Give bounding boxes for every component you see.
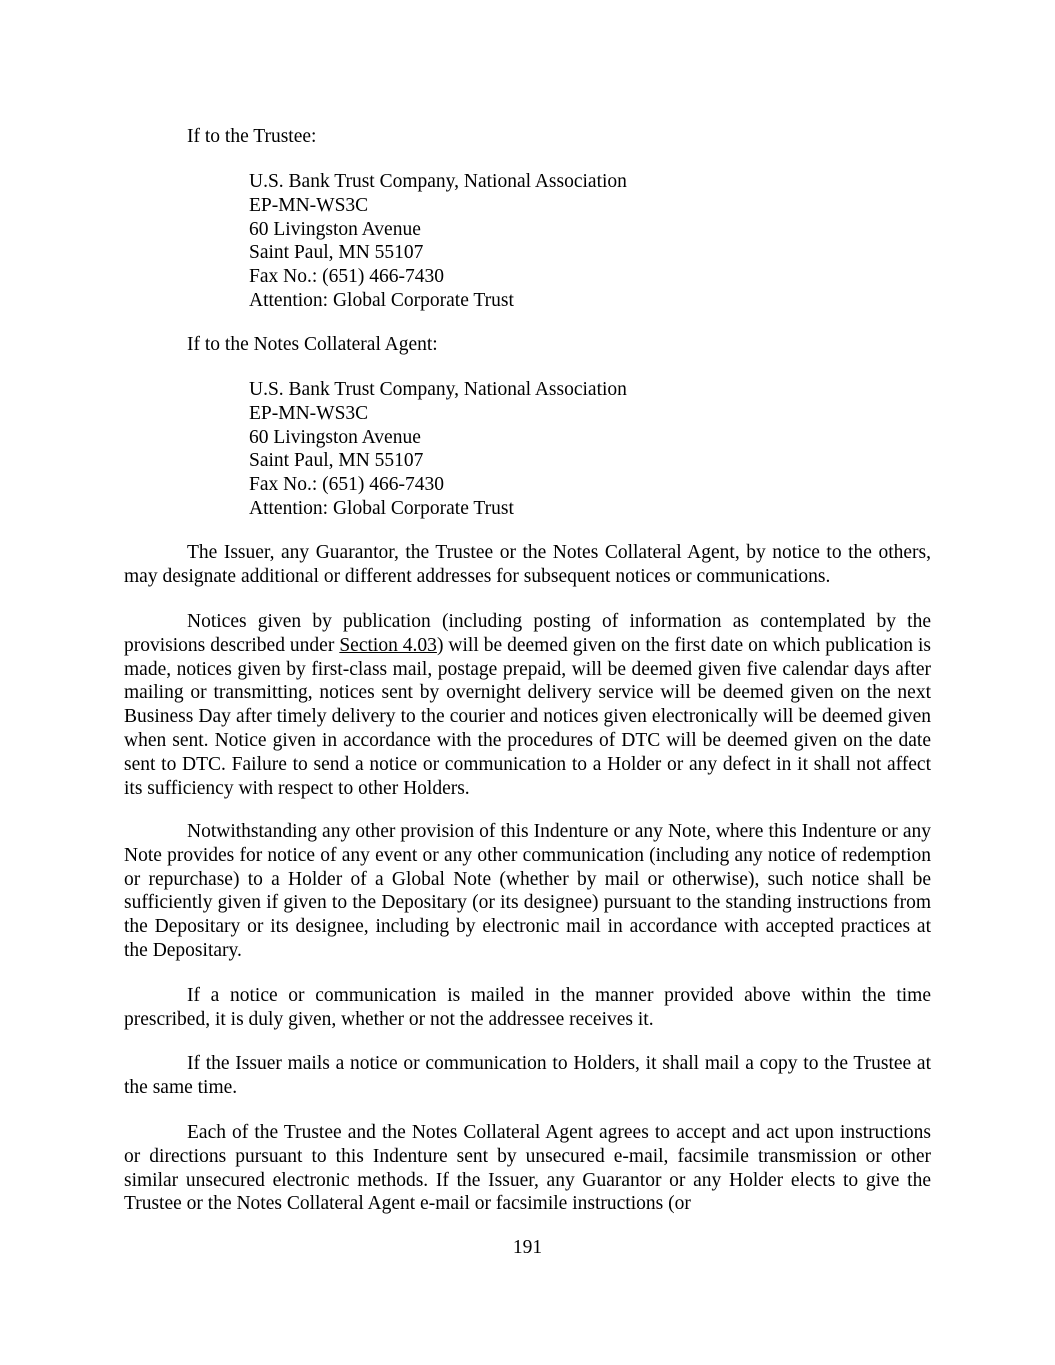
collateral-agent-heading: If to the Notes Collateral Agent:	[187, 334, 438, 355]
collateral-agent-address-line: Attention: Global Corporate Trust	[249, 497, 514, 519]
copy-to-trustee-paragraph: If the Issuer mails a notice or communication to Holders, it shall mail a copy to the Trustee at the same time.	[124, 1053, 931, 1098]
collateral-agent-address-line: U.S. Bank Trust Company, National Association	[249, 379, 627, 400]
mailed-notice-paragraph: If a notice or communication is mailed in the manner provided above within the time prescribed, it is duly given, whether or not the addressee receives it.	[124, 985, 931, 1030]
collateral-agent-address-line: Saint Paul, MN 55107	[249, 450, 424, 472]
trustee-address-block	[249, 170, 627, 313]
collateral-agent-address-line: EP-MN-WS3C	[249, 402, 369, 424]
global-note-notice-paragraph: Notwithstanding any other provision of this Indenture or any Note, where this Indenture or any Note provides for notice of any event or any other communication (including any notice of redemption or repurchase) to a Holder of a Global Note (whether by mail or otherwise), such notice shall be sufficiently given if given to the Depositary (or its designee) pursuant to the standing instructions from the Depositary or its designee, including by electronic mail in accordance with accepted practices at the Depositary.	[124, 821, 931, 961]
notices-timing-paragraph	[124, 610, 931, 800]
notices-timing-text-end: ) will be deemed given on the first date on which publication is made, notices given by first-class mail, postage prepaid, will be deemed given five calendar days after mailing or transmitting, notices sent by overnight delivery service will be deemed given on the next Business Day after timely delivery to the courier and notices given electronically will be deemed given when sent. Notice given in accordance with the procedures of DTC will be deemed given on the date sent to DTC. Failure to send a notice or communication to a Holder or any defect in it shall not affect its sufficiency with respect to other Holders.	[124, 634, 932, 799]
section-4-03-reference: Section 4.03	[339, 634, 437, 656]
trustee-address-line: Attention: Global Corporate Trust	[249, 289, 514, 311]
trustee-heading: If to the Trustee:	[187, 126, 317, 147]
trustee-address-line: EP-MN-WS3C	[249, 194, 369, 216]
trustee-address-line: U.S. Bank Trust Company, National Association	[249, 171, 627, 192]
collateral-agent-address-block	[249, 378, 627, 521]
address-change-paragraph: The Issuer, any Guarantor, the Trustee or the Notes Collateral Agent, by notice to the others, may designate additional or different addresses for subsequent notices or communications.	[124, 542, 931, 587]
notices-timing-text-start: Notices given by publication (including posting of information as contemplated by the provisions described under	[124, 611, 931, 656]
electronic-instructions-paragraph: Each of the Trustee and the Notes Collateral Agent agrees to accept and act upon instructions or directions pursuant to this Indenture sent by unsecured e-mail, facsimile transmission or other similar unsecured electronic methods. If the Issuer, any Guarantor or any Holder elects to give the Trustee or the Notes Collateral Agent e-mail or facsimile instructions (or	[124, 1122, 931, 1215]
trustee-address-line: Fax No.: (651) 466-7430	[249, 266, 444, 288]
trustee-address-line: 60 Livingston Avenue	[249, 218, 421, 240]
collateral-agent-address-line: 60 Livingston Avenue	[249, 426, 421, 448]
page-number: 191	[512, 1237, 543, 1258]
collateral-agent-address-line: Fax No.: (651) 466-7430	[249, 474, 444, 496]
trustee-address-line: Saint Paul, MN 55107	[249, 242, 424, 264]
